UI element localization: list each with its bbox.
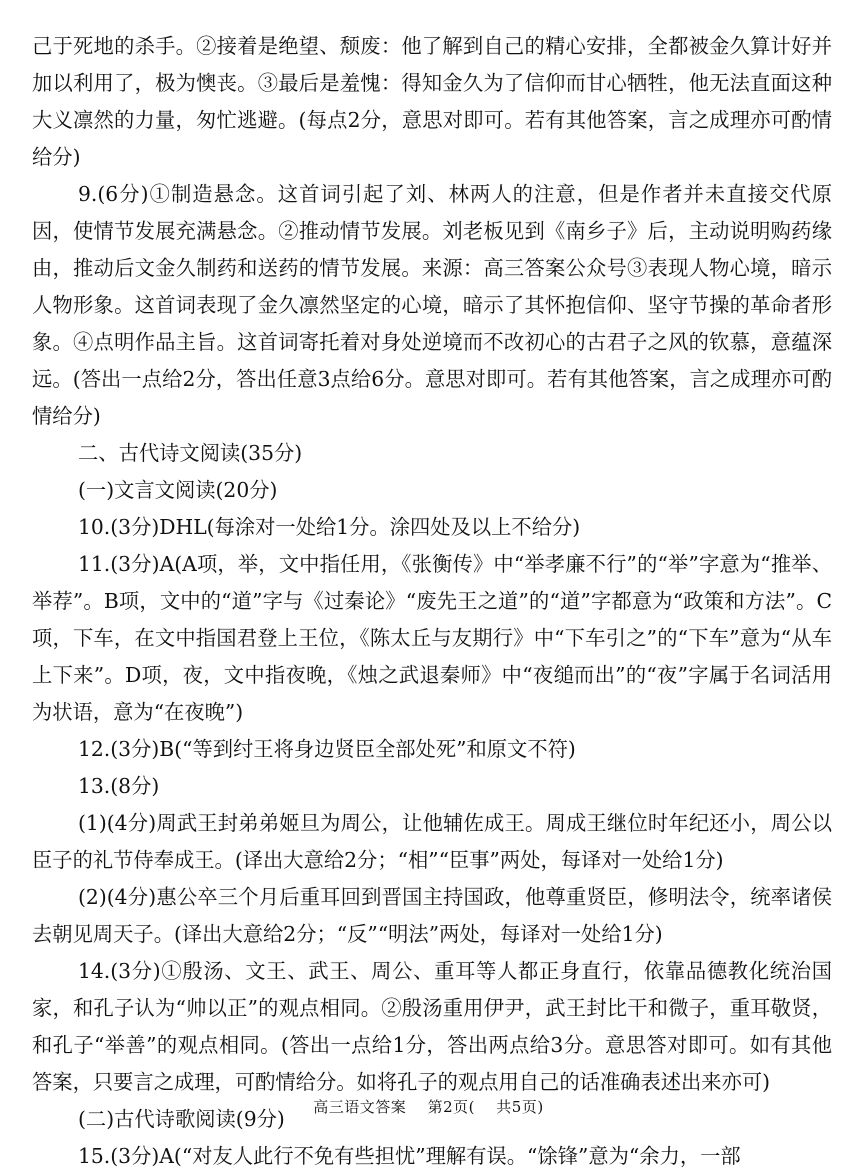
footer-subject: 高三语文答案 xyxy=(313,1098,407,1116)
paragraph-q15: 15.(3分)A(“对友人此行不免有些担忧”理解有误。“馀锋”意为“余力，一部 xyxy=(78,1144,741,1168)
paragraph-q13-part1: (1)(4分)周武王封弟弟姬旦为周公，让他辅佐成王。周成王继位时年纪还小，周公以臣子的礼节侍奉成王。(译出大意给2分；“相”“臣事”两处，每译对一处给1分) xyxy=(32,811,832,872)
subsection-heading-classical-poetry: (二)古代诗歌阅读(9分) xyxy=(78,1107,285,1131)
footer-page-number: 第2页( xyxy=(427,1098,475,1116)
subsection-heading-classical-prose: (一)文言文阅读(20分) xyxy=(78,478,278,502)
paragraph-q13: 13.(8分) xyxy=(78,774,160,798)
paragraph-q9: 9.(6分)①制造悬念。这首词引起了刘、林两人的注意，但是作者并未直接交代原因，使情节发展充满悬念。②推动情节发展。刘老板见到《南乡子》后，主动说明购药缘由，推动后文金久制药和送药的情节发展。来源：高三答案公众号③表现人物心境，暗示人物形象。这首词表现了金久凛然坚定的心境，暗示了其怀抱信仰、坚守节操的革命者形象。④点明作品主旨。这首词寄托着对身处逆境而不改初心的古君子之风的钦慕，意蕴深远。(答出一点给2分，答出任意3点给6分。意思对即可。若有其他答案，言之成理亦可酌情给分) xyxy=(32,182,832,428)
paragraph-q13-part2: (2)(4分)惠公卒三个月后重耳回到晋国主持国政，他尊重贤臣，修明法令，统率诸侯去朝见周天子。(译出大意给2分；“反”“明法”两处，每译对一处给1分) xyxy=(32,885,832,946)
paragraph-q11: 11.(3分)A(A项，举，文中指任用，《张衡传》中“举孝廉不行”的“举”字意为“推举、举荐”。B项，文中的“道”字与《过秦论》“废先王之道”的“道”字都意为“政策和方法”。C项，下车，在文中指国君登上王位，《陈太丘与友期行》中“下车引之”的“下车”意为“从车上下来”。D项，夜，文中指夜晚，《烛之武退秦师》中“夜缒而出”的“夜”字属于名词活用为状语，意为“在夜晚”) xyxy=(32,552,832,724)
page-footer xyxy=(0,1096,857,1117)
paragraph-q12: 12.(3分)B(“等到纣王将身边贤臣全部处死”和原文不符) xyxy=(78,737,576,761)
section-heading-classical-reading: 二、古代诗文阅读(35分) xyxy=(78,441,303,465)
paragraph-q14: 14.(3分)①殷汤、文王、武王、周公、重耳等人都正身直行，依靠品德教化统治国家，和孔子认为“帅以正”的观点相同。②殷汤重用伊尹，武王封比干和微子，重耳敬贤，和孔子“举善”的观点相同。(答出一点给1分，答出两点给3分。意思答对即可。如有其他答案，只要言之成理，可酌情给分。如将孔子的观点用自己的话准确表述出来亦可) xyxy=(32,959,832,1094)
footer-total-pages: 共5页) xyxy=(496,1098,544,1116)
paragraph-q10: 10.(3分)DHL(每涂对一处给1分。涂四处及以上不给分) xyxy=(78,515,581,539)
paragraph-q8-continuation: 己于死地的杀手。②接着是绝望、颓废：他了解到自己的精心安排，全都被金久算计好并加以利用了，极为懊丧。③最后是羞愧：得知金久为了信仰而甘心牺牲，他无法直面这种大义凛然的力量，匆忙逃避。(每点2分，意思对即可。若有其他答案，言之成理亦可酌情给分) xyxy=(32,34,832,169)
answer-text-body xyxy=(32,28,832,1175)
